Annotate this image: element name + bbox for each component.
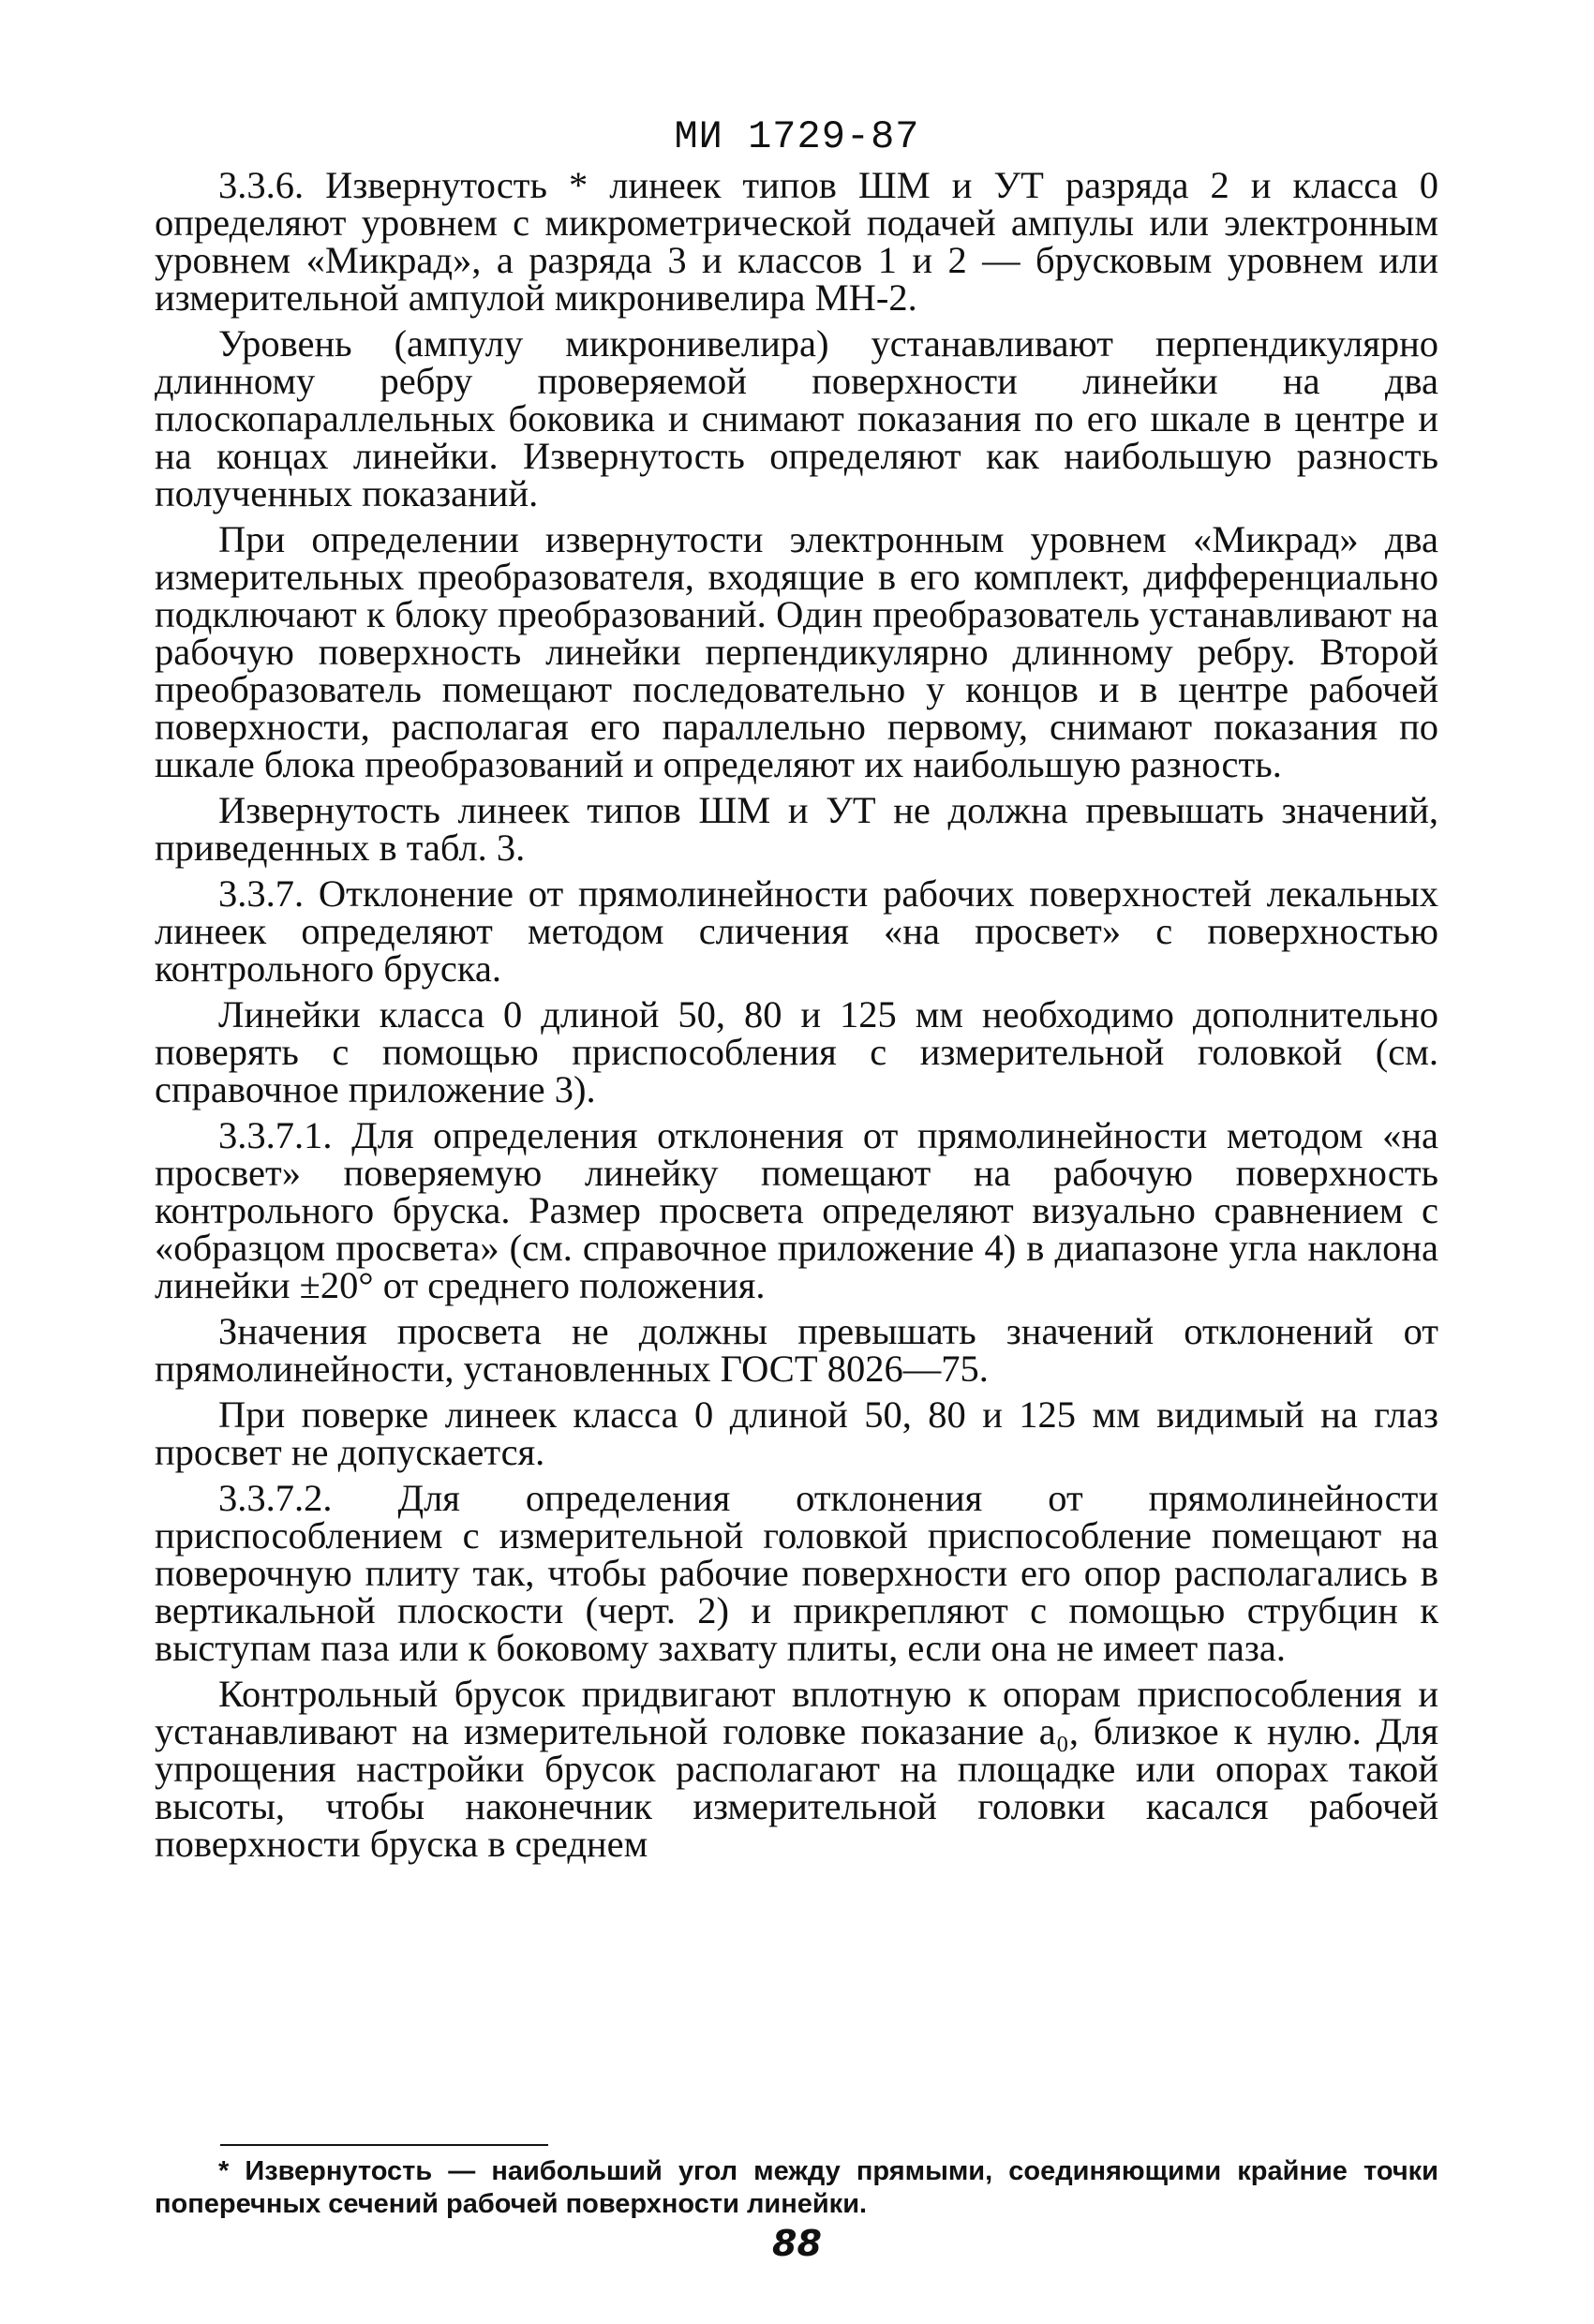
document-code-header: МИ 1729-87: [674, 114, 920, 159]
paragraph-visible-gap: При поверке линеек класса 0 длиной 50, 80 и 125 мм видимый на глаз просвет не допускается.: [155, 1393, 1438, 1473]
paragraph-class-0-check: Линейки класса 0 длиной 50, 80 и 125 мм необходимо дополнительно поверять с помощью приспособления с измерительной головкой (см. справочное приложение 3).: [155, 993, 1438, 1110]
footnote: * Извернутость — наибольший угол между прямыми, соединяющими крайние точки поперечных сечений рабочей поверхности линейки.: [155, 2156, 1438, 2219]
paragraph-gap-values: Значения просвета не должны превышать значений отклонений от прямолинейности, установленных ГОСТ 8026—75.: [155, 1310, 1438, 1390]
paragraph-twist-limit: Извернутость линеек типов ШМ и УТ не должна превышать значений, приведенных в табл. 3.: [155, 789, 1438, 869]
body-text: [155, 164, 1438, 1871]
paragraph-3-3-7-2: 3.3.7.2. Для определения отклонения от прямолинейности приспособлением с измерительной головкой приспособление помещают на поверочную плиту так, чтобы рабочие поверхности его опор располагались в вертикальной плоскости (черт. 2) и прикрепляют с помощью струбцин к выступам паза или к боковому захвату плиты, если она не имеет паза.: [155, 1477, 1438, 1669]
paragraph-3-3-6: 3.3.6. Извернутость * линеек типов ШМ и УТ разряда 2 и класса 0 определяют уровнем с микрометрической подачей ампулы или электронным уровнем «Микрад», а разряда 3 и классов 1 и 2 — брусковым уровнем или измерительной ампулой микронивелира МН-2.: [155, 164, 1438, 319]
paragraph-mikrad-procedure: При определении извернутости электронным уровнем «Микрад» два измерительных преобразователя, входящие в его комплект, дифференциально подключают к блоку преобразований. Один преобразователь устанавливают на рабочую поверхность линейки перпендикулярно длинному ребру. Второй преобразователь помещают последовательно у концов и в центре рабочей поверхности, располагая его параллельно первому, снимают показания по шкале блока преобразований и определяют их наибольшую разность.: [155, 518, 1438, 785]
paragraph-control-bar: Контрольный брусок придвигают вплотную к опорам приспособления и устанавливают на измерительной головке показание a₀, близкое к нулю. Для упрощения настройки брусок располагают на площадке или опорах такой высоты, чтобы наконечник измерительной головки касался рабочей поверхности бруска в среднем: [155, 1673, 1438, 1865]
page-number: 88: [772, 2223, 822, 2264]
paragraph-3-3-7-1: 3.3.7.1. Для определения отклонения от прямолинейности методом «на просвет» поверяемую линейку помещают на рабочую поверхность контрольного бруска. Размер просвета определяют визуально сравнением с «образцом просвета» (см. справочное приложение 4) в диапазоне угла наклона линейки ±20° от среднего положения.: [155, 1114, 1438, 1306]
paragraph-3-3-7: 3.3.7. Отклонение от прямолинейности рабочих поверхностей лекальных линеек определяют методом сличения «на просвет» с поверхностью контрольного бруска.: [155, 872, 1438, 990]
footnote-divider: [220, 2144, 548, 2146]
paragraph-level-procedure: Уровень (ампулу микронивелира) устанавливают перпендикулярно длинному ребру проверяемой поверхности линейки на два плоскопараллельных боковика и снимают показания по его шкале в центре и на концах линейки. Извернутость определяют как наибольшую разность полученных показаний.: [155, 322, 1438, 514]
